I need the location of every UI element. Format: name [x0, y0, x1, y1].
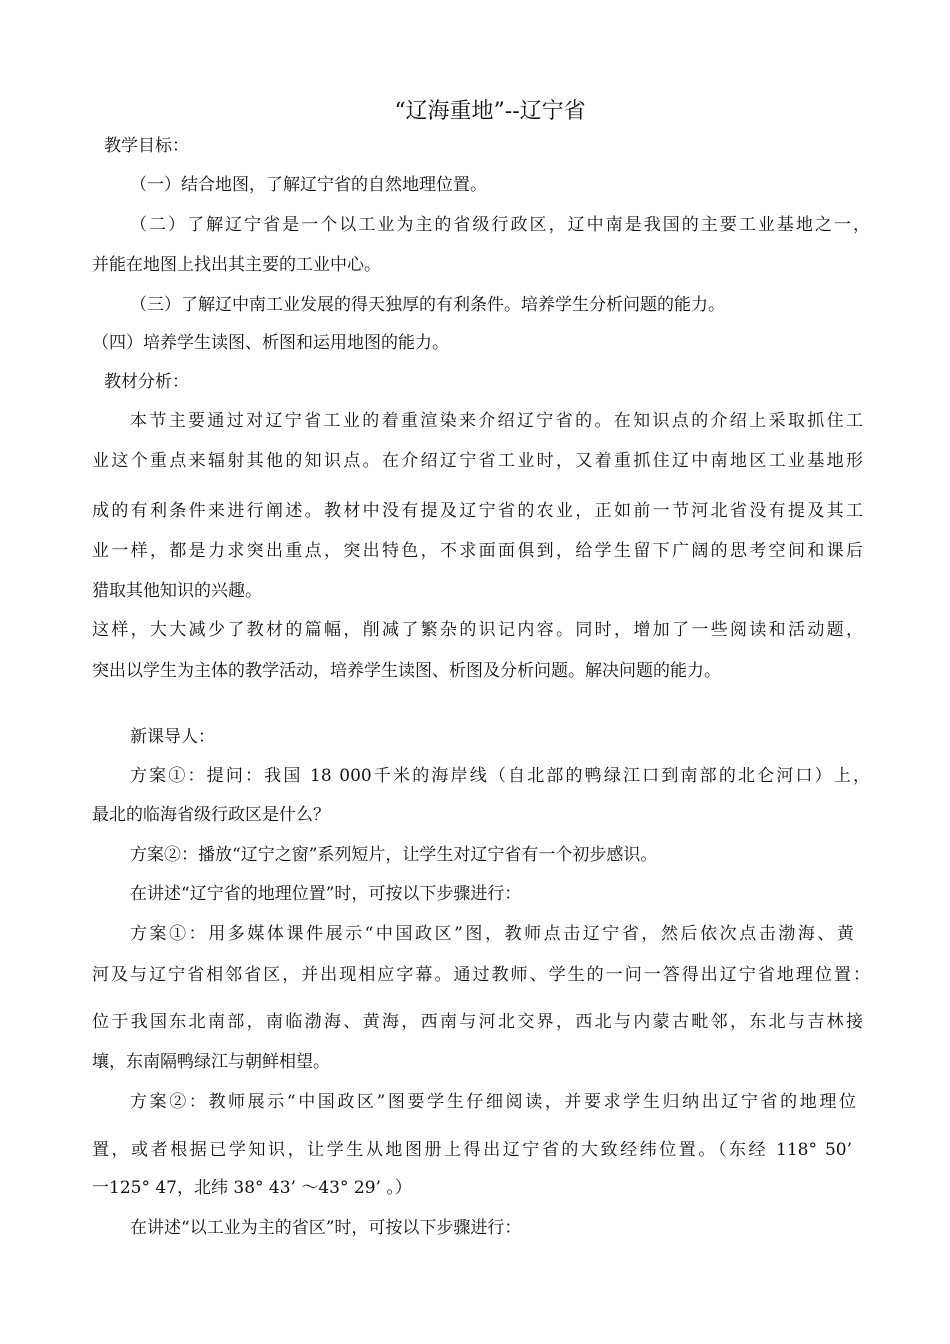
paragraph-line: 在讲述“辽宁省的地理位置”时，可按以下步骤进行： [130, 884, 522, 904]
paragraph-line: 并能在地图上找出其主要的工业中心。 [92, 255, 381, 275]
section-heading-new-lesson: 新课导人： [130, 727, 215, 747]
paragraph-line: 方案①：用多媒体课件展示“中国政区”图，教师点击辽宁省，然后依次点击渤海、黄 [130, 924, 854, 944]
paragraph-line: 成的有利条件来进行阐述。教材中没有提及辽宁省的农业，正如前一节河北省没有提及其工 [92, 501, 863, 521]
paragraph-line: （一）结合地图，了解辽宁省的自然地理位置。 [130, 175, 487, 195]
paragraph-line: 在讲述“以工业为主的省区”时，可按以下步骤进行： [130, 1218, 522, 1238]
paragraph-line: 突出以学生为主体的教学活动，培养学生读图、析图及分析问题。解决问题的能力。 [92, 661, 721, 681]
paragraph-line: 方案②：播放“辽宁之窗”系列短片，让学生对辽宁省有一个初步感识。 [130, 845, 658, 865]
paragraph-line: 河及与辽宁省相邻省区，并出现相应字幕。通过教师、学生的一问一答得出辽宁省地理位置： [92, 965, 870, 985]
section-heading-material-analysis: 教材分析： [104, 372, 189, 392]
paragraph-line: 方案②：教师展示“中国政区”图要学生仔细阅读，并要求学生归纳出辽宁省的地理位 [130, 1092, 856, 1112]
section-heading-teaching-goals: 教学目标： [104, 136, 189, 156]
paragraph-line: （四）培养学生读图、析图和运用地图的能力。 [92, 333, 449, 353]
paragraph-line: 业一样，都是力求突出重点，突出特色，不求面面俱到，给学生留下广阔的思考空间和课后 [92, 541, 863, 561]
paragraph-line: 位于我国东北南部，南临渤海、黄海，西南与河北交界，西北与内蒙古毗邻，东北与吉林接 [92, 1012, 863, 1032]
paragraph-line: （二）了解辽宁省是一个以工业为主的省级行政区，辽中南是我国的主要工业基地之一， [130, 215, 870, 235]
paragraph-line: 壤，东南隔鸭绿江与朝鲜相望。 [92, 1052, 330, 1072]
paragraph-line: （三）了解辽中南工业发展的得天独厚的有利条件。培养学生分析问题的能力。 [130, 295, 725, 315]
paragraph-line: 业这个重点来辐射其他的知识点。在介绍辽宁省工业时，又着重抓住辽中南地区工业基地形 [92, 451, 863, 471]
paragraph-line: 猎取其他知识的兴趣。 [92, 581, 262, 601]
paragraph-line: 本节主要通过对辽宁省工业的着重渲染来介绍辽宁省的。在知识点的介绍上采取抓住工 [130, 411, 863, 431]
paragraph-line: 方案①：提问：我国 18 000千米的海岸线（自北部的鸭绿江口到南部的北仑河口）上， [130, 766, 870, 786]
document-title: “辽海重地”--辽宁省 [394, 99, 586, 124]
paragraph-line: 一125° 47，北纬 38° 43’ ～43° 29’ 。） [92, 1178, 412, 1198]
paragraph-line: 这样，大大减少了教材的篇幅，削减了繁杂的识记内容。同时，增加了一些阅读和活动题， [92, 620, 863, 640]
paragraph-line: 最北的临海省级行政区是什么？ [92, 805, 330, 825]
paragraph-line: 置，或者根据已学知识，让学生从地图册上得出辽宁省的大致经纬位置。（东经 118° 50’ [92, 1140, 852, 1160]
